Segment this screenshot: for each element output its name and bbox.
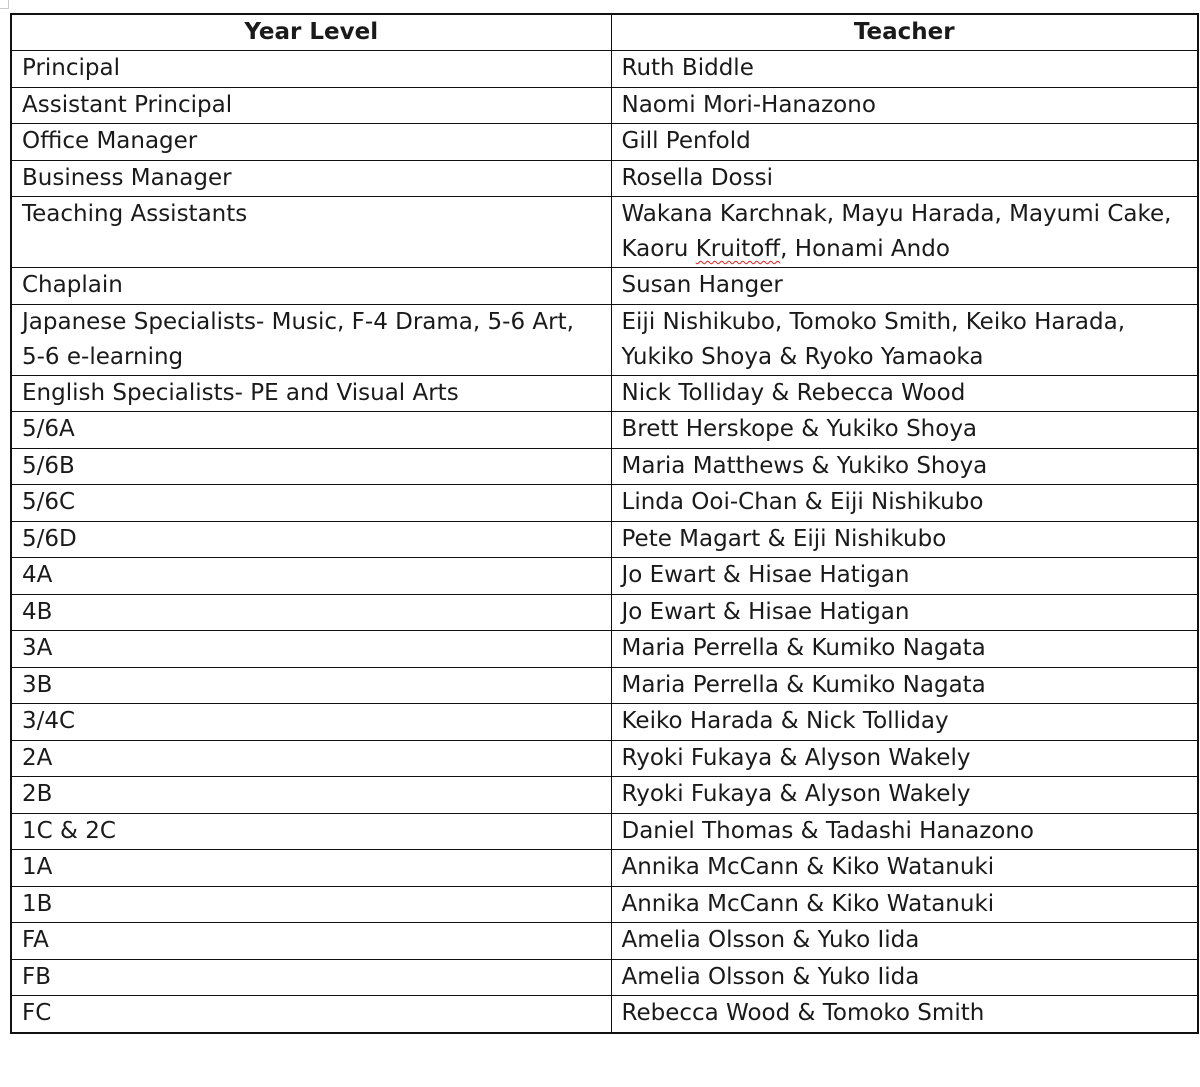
year-level-cell: 4B <box>11 594 611 631</box>
teacher-cell: Gill Penfold <box>611 124 1198 161</box>
table-row <box>11 704 1198 741</box>
year-level-header: Year Level <box>11 14 611 51</box>
year-level-cell: 5/6D <box>11 521 611 558</box>
table-row <box>11 51 1198 88</box>
year-level-cell: English Specialists- PE and Visual Arts <box>11 375 611 412</box>
teacher-cell: Daniel Thomas & Tadashi Hanazono <box>611 813 1198 850</box>
header-row <box>11 14 1198 51</box>
year-level-cell: Assistant Principal <box>11 87 611 124</box>
teacher-cell: Naomi Mori-Hanazono <box>611 87 1198 124</box>
teacher-text-part: , Honami Ando <box>780 236 950 262</box>
year-level-cell: 5/6A <box>11 412 611 449</box>
teacher-cell: Annika McCann & Kiko Watanuki <box>611 886 1198 923</box>
spelling-flagged-word: Kruitoff <box>695 236 781 262</box>
table-row <box>11 813 1198 850</box>
teacher-cell: Annika McCann & Kiko Watanuki <box>611 850 1198 887</box>
year-level-cell: 1C & 2C <box>11 813 611 850</box>
year-level-cell: 2A <box>11 740 611 777</box>
teacher-cell: Ryoki Fukaya & Alyson Wakely <box>611 777 1198 814</box>
table-row <box>11 594 1198 631</box>
year-level-cell: Business Manager <box>11 160 611 197</box>
teacher-cell: Jo Ewart & Hisae Hatigan <box>611 558 1198 595</box>
year-level-cell: 5/6B <box>11 448 611 485</box>
document-corner-mark <box>0 0 9 9</box>
teacher-cell: Rebecca Wood & Tomoko Smith <box>611 996 1198 1033</box>
table-row <box>11 886 1198 923</box>
teacher-cell: Rosella Dossi <box>611 160 1198 197</box>
teacher-cell: Brett Herskope & Yukiko Shoya <box>611 412 1198 449</box>
table-row <box>11 375 1198 412</box>
table-row <box>11 268 1198 305</box>
teacher-cell: Susan Hanger <box>611 268 1198 305</box>
table-row <box>11 959 1198 996</box>
year-level-cell: Chaplain <box>11 268 611 305</box>
year-level-cell: 3B <box>11 667 611 704</box>
table-row <box>11 996 1198 1033</box>
year-level-cell: Office Manager <box>11 124 611 161</box>
table-row <box>11 87 1198 124</box>
staff-table-header <box>11 14 1198 51</box>
table-row <box>11 521 1198 558</box>
teacher-cell: Nick Tolliday & Rebecca Wood <box>611 375 1198 412</box>
table-row <box>11 160 1198 197</box>
year-level-cell: FB <box>11 959 611 996</box>
year-level-cell: 2B <box>11 777 611 814</box>
year-level-cell: 1A <box>11 850 611 887</box>
staff-table-body <box>11 51 1198 1033</box>
teacher-cell: Maria Perrella & Kumiko Nagata <box>611 631 1198 668</box>
teacher-text-part: Wakana Karchnak, Mayu Harada, Mayumi Cake, Kaoru <box>621 201 1172 262</box>
staff-table <box>10 13 1199 1034</box>
table-row <box>11 304 1198 375</box>
year-level-cell: Japanese Specialists- Music, F-4 Drama, 5-6 Art, 5-6 e-learning <box>11 304 611 375</box>
teacher-cell: Ruth Biddle <box>611 51 1198 88</box>
teacher-cell: Jo Ewart & Hisae Hatigan <box>611 594 1198 631</box>
table-row <box>11 777 1198 814</box>
table-row <box>11 485 1198 522</box>
teacher-cell: Amelia Olsson & Yuko Iida <box>611 959 1198 996</box>
teacher-header: Teacher <box>611 14 1198 51</box>
table-row <box>11 631 1198 668</box>
table-row <box>11 448 1198 485</box>
teacher-cell: Pete Magart & Eiji Nishikubo <box>611 521 1198 558</box>
teacher-cell <box>611 197 1198 268</box>
table-row <box>11 667 1198 704</box>
year-level-cell: Principal <box>11 51 611 88</box>
table-row <box>11 850 1198 887</box>
year-level-cell: 3A <box>11 631 611 668</box>
teacher-cell: Maria Perrella & Kumiko Nagata <box>611 667 1198 704</box>
table-row <box>11 412 1198 449</box>
teacher-cell: Maria Matthews & Yukiko Shoya <box>611 448 1198 485</box>
teacher-cell: Linda Ooi-Chan & Eiji Nishikubo <box>611 485 1198 522</box>
teacher-cell: Keiko Harada & Nick Tolliday <box>611 704 1198 741</box>
year-level-cell: FA <box>11 923 611 960</box>
teacher-cell: Eiji Nishikubo, Tomoko Smith, Keiko Harada, Yukiko Shoya & Ryoko Yamaoka <box>611 304 1198 375</box>
year-level-cell: 1B <box>11 886 611 923</box>
table-row <box>11 558 1198 595</box>
table-row <box>11 923 1198 960</box>
year-level-cell: FC <box>11 996 611 1033</box>
year-level-cell: 5/6C <box>11 485 611 522</box>
table-row <box>11 740 1198 777</box>
table-row <box>11 197 1198 268</box>
teacher-cell: Amelia Olsson & Yuko Iida <box>611 923 1198 960</box>
year-level-cell: Teaching Assistants <box>11 197 611 268</box>
teacher-cell: Ryoki Fukaya & Alyson Wakely <box>611 740 1198 777</box>
year-level-cell: 4A <box>11 558 611 595</box>
year-level-cell: 3/4C <box>11 704 611 741</box>
table-row <box>11 124 1198 161</box>
